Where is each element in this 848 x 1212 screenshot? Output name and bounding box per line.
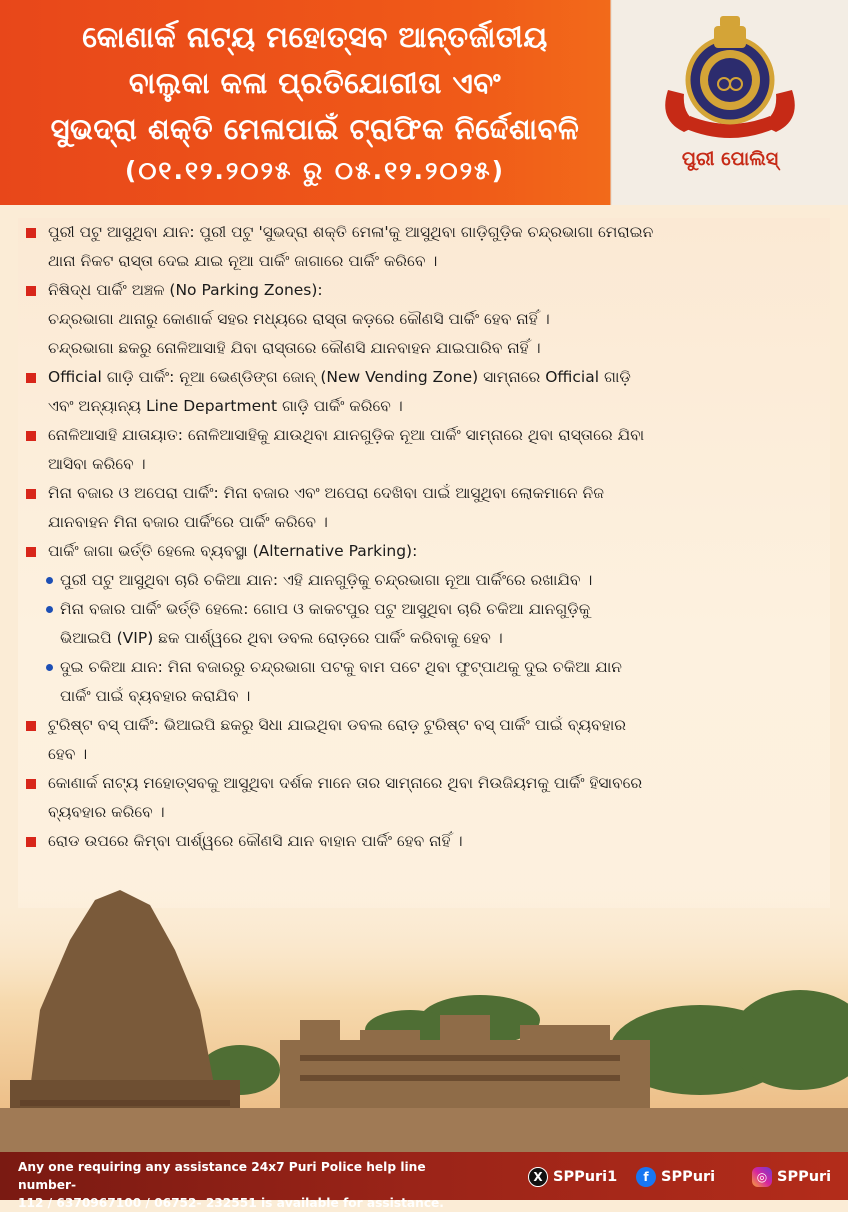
footer-bar [0,1152,848,1210]
item-text-line: ଥାନା ନିକଟ ରାସ୍ତା ଦେଇ ଯାଇ ନୂଆ ପାର୍କିଂ ଜାଗାରେ ପାର୍କିଂ କରିବେ । [48,252,438,270]
bullet-square-icon [26,489,36,499]
item-text-line: ନିଷିଦ୍ଧ ପାର୍କିଂ ଅଞ୍ଚଳ (No Parking Zones): [48,281,323,299]
item-text-line: ଏବଂ ଅନ୍ୟାନ୍ୟ Line Department ଗାଡ଼ି ପାର୍କିଂ କରିବେ । [48,397,403,415]
date-range: (୦୧.୧୨.୨୦୨୫ ରୁ ୦୫.୧୨.୨୦୨୫) [124,156,506,185]
sub-item-text-line: ମିନା ବଜାର ପାର୍କିଂ ଭର୍ତ୍ତି ହେଲେ: ଗୋପ ଓ କାକଟପୁର ପଟୁ ଆସୁଥିବା ଚାରି ଚକିଆ ଯାନଗୁଡ଼ିକୁ [60,600,591,618]
helpline-line: 112 / 6370967100 / 06752- 232551 is available for assistance. [18,1196,444,1210]
list-item [18,479,830,537]
list-item [18,827,830,856]
bullet-square-icon [26,547,36,557]
list-item [18,769,830,827]
list-item [18,537,830,566]
sub-item-text-line: ପାର୍କିଂ ପାଇଁ ବ୍ୟବହାର କରାଯିବ । [60,687,251,705]
list-item [18,363,830,421]
bullet-dot-icon [46,664,53,671]
bullet-square-icon [26,228,36,238]
sub-item-text-line: ଦୁଇ ଚକିଆ ଯାନ: ମିନା ବଜାରରୁ ଚନ୍ଦ୍ରଭାଗା ପଟକୁ ବାମ ପଟେ ଥିବା ଫୁଟ୍‌ପାଥକୁ ଦୁଇ ଚକିଆ ଯାନ [60,658,622,676]
social-handle: SPPuri [777,1169,832,1185]
bullet-square-icon [26,721,36,731]
item-text-line: ନୋଳିଆସାହି ଯାତାୟାତ: ନୋଳିଆସାହିକୁ ଯାଉଥିବା ଯାନଗୁଡ଼ିକ ନୂଆ ପାର୍କିଂ ସାମ୍ନାରେ ଥିବା ରାସ୍ତାରେ ଯିବା [48,426,645,444]
item-text-line: ଟୁରିଷ୍ଟ ବସ୍ ପାର୍କିଂ: ଭିଆଇପି ଛକରୁ ସିଧା ଯାଇଥିବା ଡବଲ ରୋଡ଼ ଟୁରିଷ୍ଟ ବସ୍ ପାର୍କିଂ ପାଇଁ ବ୍ୟବହାର [48,716,627,734]
list-item [18,276,830,363]
item-text-line: Official ଗାଡ଼ି ପାର୍କିଂ: ନୂଆ ଭେଣ୍ଡିଙ୍ଗ ଜୋନ୍ (New Vending Zone) ସାମ୍ନାରେ Official ଗାଡ଼ି [48,368,631,386]
sub-list-item [18,566,830,595]
facebook-icon: f [636,1167,656,1187]
social-instagram-link[interactable] [752,1166,831,1188]
item-text-line: କୋଣାର୍କ ନାଟ୍ୟ ମହୋତ୍ସବକୁ ଆସୁଥିବା ଦର୍ଶକ ମାନେ ତାର ସାମ୍ନାରେ ଥିବା ମିଉଜିୟମକୁ ପାର୍କିଂ ହିସାବରେ [48,774,643,792]
page-title [20,14,610,190]
sub-list-item [18,595,830,653]
bullet-square-icon [26,779,36,789]
list-item [18,421,830,479]
social-handle: SPPuri [661,1169,716,1185]
item-text-line: ଯାନବାହନ ମିନା ବଜାର ପାର୍କିଂରେ ପାର୍କିଂ କରିବେ । [48,513,328,531]
item-text-line: ପାର୍କିଂ ଜାଗା ଭର୍ତ୍ତି ହେଲେ ବ୍ୟବସ୍ଥା (Alternative Parking): [48,542,418,560]
item-text-line: ରୋଡ ଉପରେ କିମ୍ବା ପାର୍ଶ୍ୱରେ କୌଣସି ଯାନ ବାହାନ ପାର୍କିଂ ହେବ ନାହିଁ । [48,832,463,850]
item-text-line: ମିନା ବଜାର ଓ ଅପେରା ପାର୍କିଂ: ମିନା ବଜାର ଏବଂ ଅପେରା ଦେଖିବା ପାଇଁ ଆସୁଥିବା ଲୋକମାନେ ନିଜ [48,484,604,502]
title-line: ସୁଭଦ୍ରା ଶକ୍ତି ମେଳାପାଇଁ ଟ୍ରାଫିକ ନିର୍ଦ୍ଦେଶାବଳି [50,112,580,146]
helpline-text [18,1158,478,1212]
sub-item-text-line: ପୁରୀ ପଟୁ ଆସୁଥିବା ଚାରି ଚକିଆ ଯାନ: ଏହି ଯାନଗୁଡ଼ିକୁ ଚନ୍ଦ୍ରଭାଗା ନୂଆ ପାର୍କିଂରେ ରଖାଯିବ । [60,571,593,589]
bullet-dot-icon [46,606,53,613]
item-text-line: ହେବ । [48,745,88,763]
helpline-line: Any one requiring any assistance 24x7 Puri Police help line number- [18,1160,426,1192]
item-text-line: ଆସିବା କରିବେ । [48,455,146,473]
police-badge [612,0,848,205]
bullet-square-icon [26,373,36,383]
instagram-icon: ◎ [752,1167,772,1187]
item-text-line: ଚନ୍ଦ୍ରଭାଗା ଛକରୁ ନୋଳିଆସାହି ଯିବା ରାସ୍ତାରେ କୌଣସି ଯାନବାହନ ଯାଇପାରିବ ନାହିଁ । [48,339,541,357]
konark-temple-image [0,880,848,1152]
bullet-square-icon [26,431,36,441]
list-item [18,218,830,276]
item-text-line: ଚନ୍ଦ୍ରଭାଗା ଥାନାରୁ କୋଣାର୍କ ସହର ମଧ୍ୟରେ ରାସ୍ତା କଡ଼ରେ କୌଣସି ପାର୍କିଂ ହେବ ନାହିଁ । [48,310,550,328]
police-emblem-icon [654,8,806,148]
sub-item-text-line: ଭିଆଇପି (VIP) ଛକ ପାର୍ଶ୍ୱରେ ଥିବା ଡବଲ ରୋଡ଼ରେ ପାର୍କିଂ କରିବାକୁ ହେବ । [60,629,503,647]
bullet-dot-icon [46,577,53,584]
social-facebook-link[interactable] [636,1166,715,1188]
title-line: ବାଲୁକା କଳା ପ୍ରତିଯୋଗୀତା ଏବଂ [128,66,502,100]
header-banner [0,0,848,205]
social-x-link[interactable] [528,1166,617,1188]
bullet-square-icon [26,837,36,847]
item-text-line: ପୁରୀ ପଟୁ ଆସୁଥିବା ଯାନ: ପୁରୀ ପଟୁ 'ସୁଭଦ୍ରା ଶକ୍ତି ମେଳା'କୁ ଆସୁଥିବା ଗାଡ଼ିଗୁଡ଼ିକ ଚନ୍ଦ୍ରଭାଗା ମେରାଇନ [48,223,654,241]
title-line: କୋଣାର୍କ ନାଟ୍ୟ ମହୋତ୍ସବ ଆନ୍ତର୍ଜାତୀୟ [82,20,548,54]
x-icon: X [528,1167,548,1187]
list-item [18,711,830,769]
guidelines-list [18,218,830,908]
sub-list-item [18,653,830,711]
social-handle: SPPuri1 [553,1169,618,1185]
item-text-line: ବ୍ୟବହାର କରିବେ । [48,803,165,821]
bullet-square-icon [26,286,36,296]
badge-label: ପୁରୀ ପୋଲିସ୍ [681,148,779,170]
